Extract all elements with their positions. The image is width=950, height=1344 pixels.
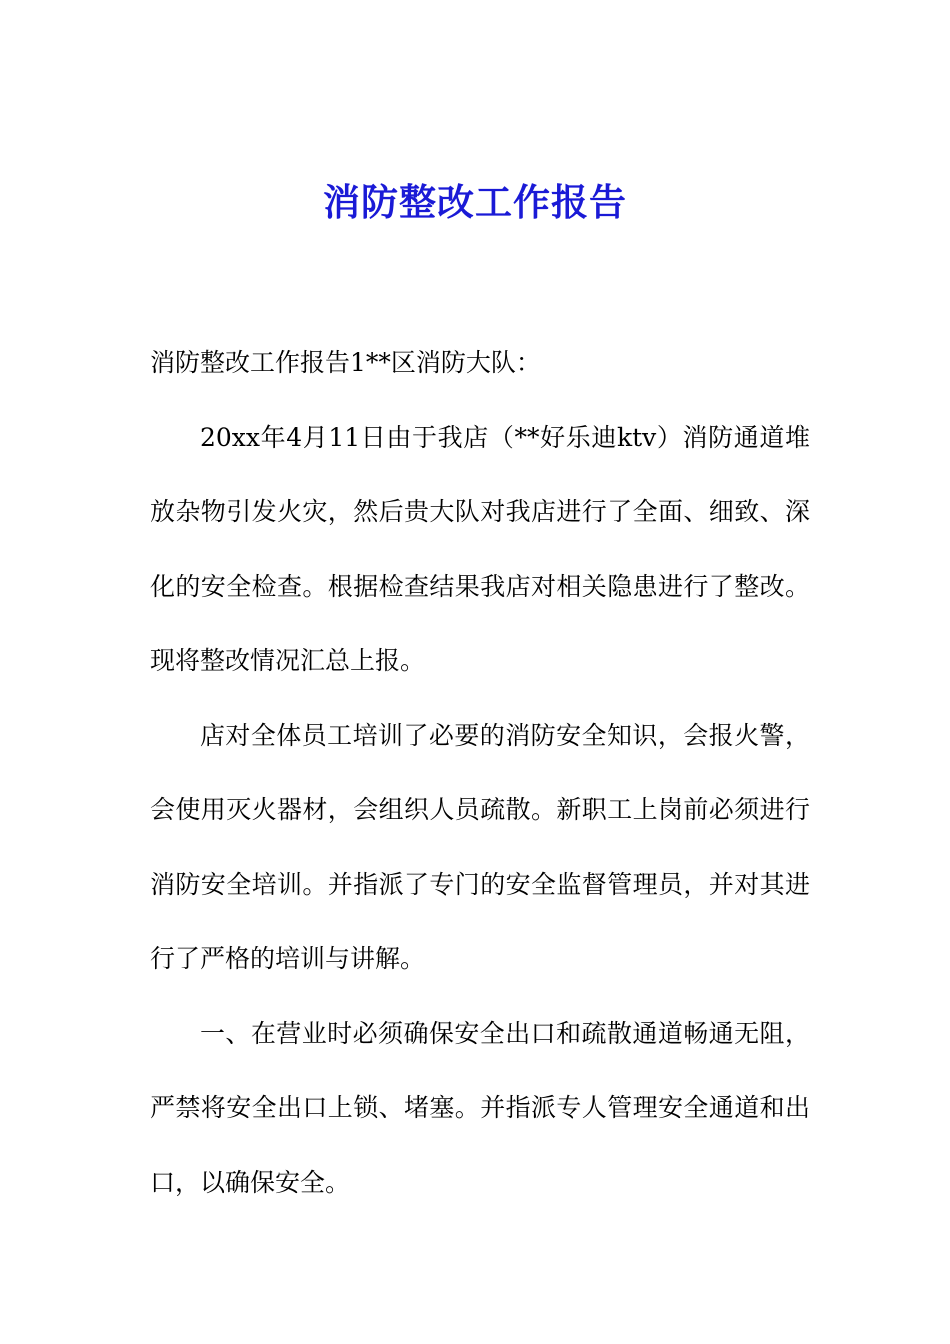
body-paragraph-training: 店对全体员工培训了必要的消防安全知识，会报火警，会使用灭火器材，会组织人员疏散。新职工上岗前必须进行消防安全培训。并指派了专门的安全监督管理员，并对其进行了严格的培训与讲解。 (150, 720, 810, 973)
document-body (150, 326, 810, 1220)
body-paragraph-incident: 20xx年4月11日由于我店（**好乐迪ktv）消防通道堆放杂物引发火灾，然后贵大队对我店进行了全面、细致、深化的安全检查。根据检查结果我店对相关隐患进行了整改。现将整改情况汇总上报。 (150, 422, 810, 675)
body-paragraph-exits: 一、在营业时必须确保安全出口和疏散通道畅通无阻，严禁将安全出口上锁、堵塞。并指派专人管理安全通道和出口，以确保安全。 (150, 1018, 810, 1197)
document-title: 消防整改工作报告 (323, 180, 627, 224)
salutation-paragraph: 消防整改工作报告1**区消防大队： (150, 348, 541, 377)
